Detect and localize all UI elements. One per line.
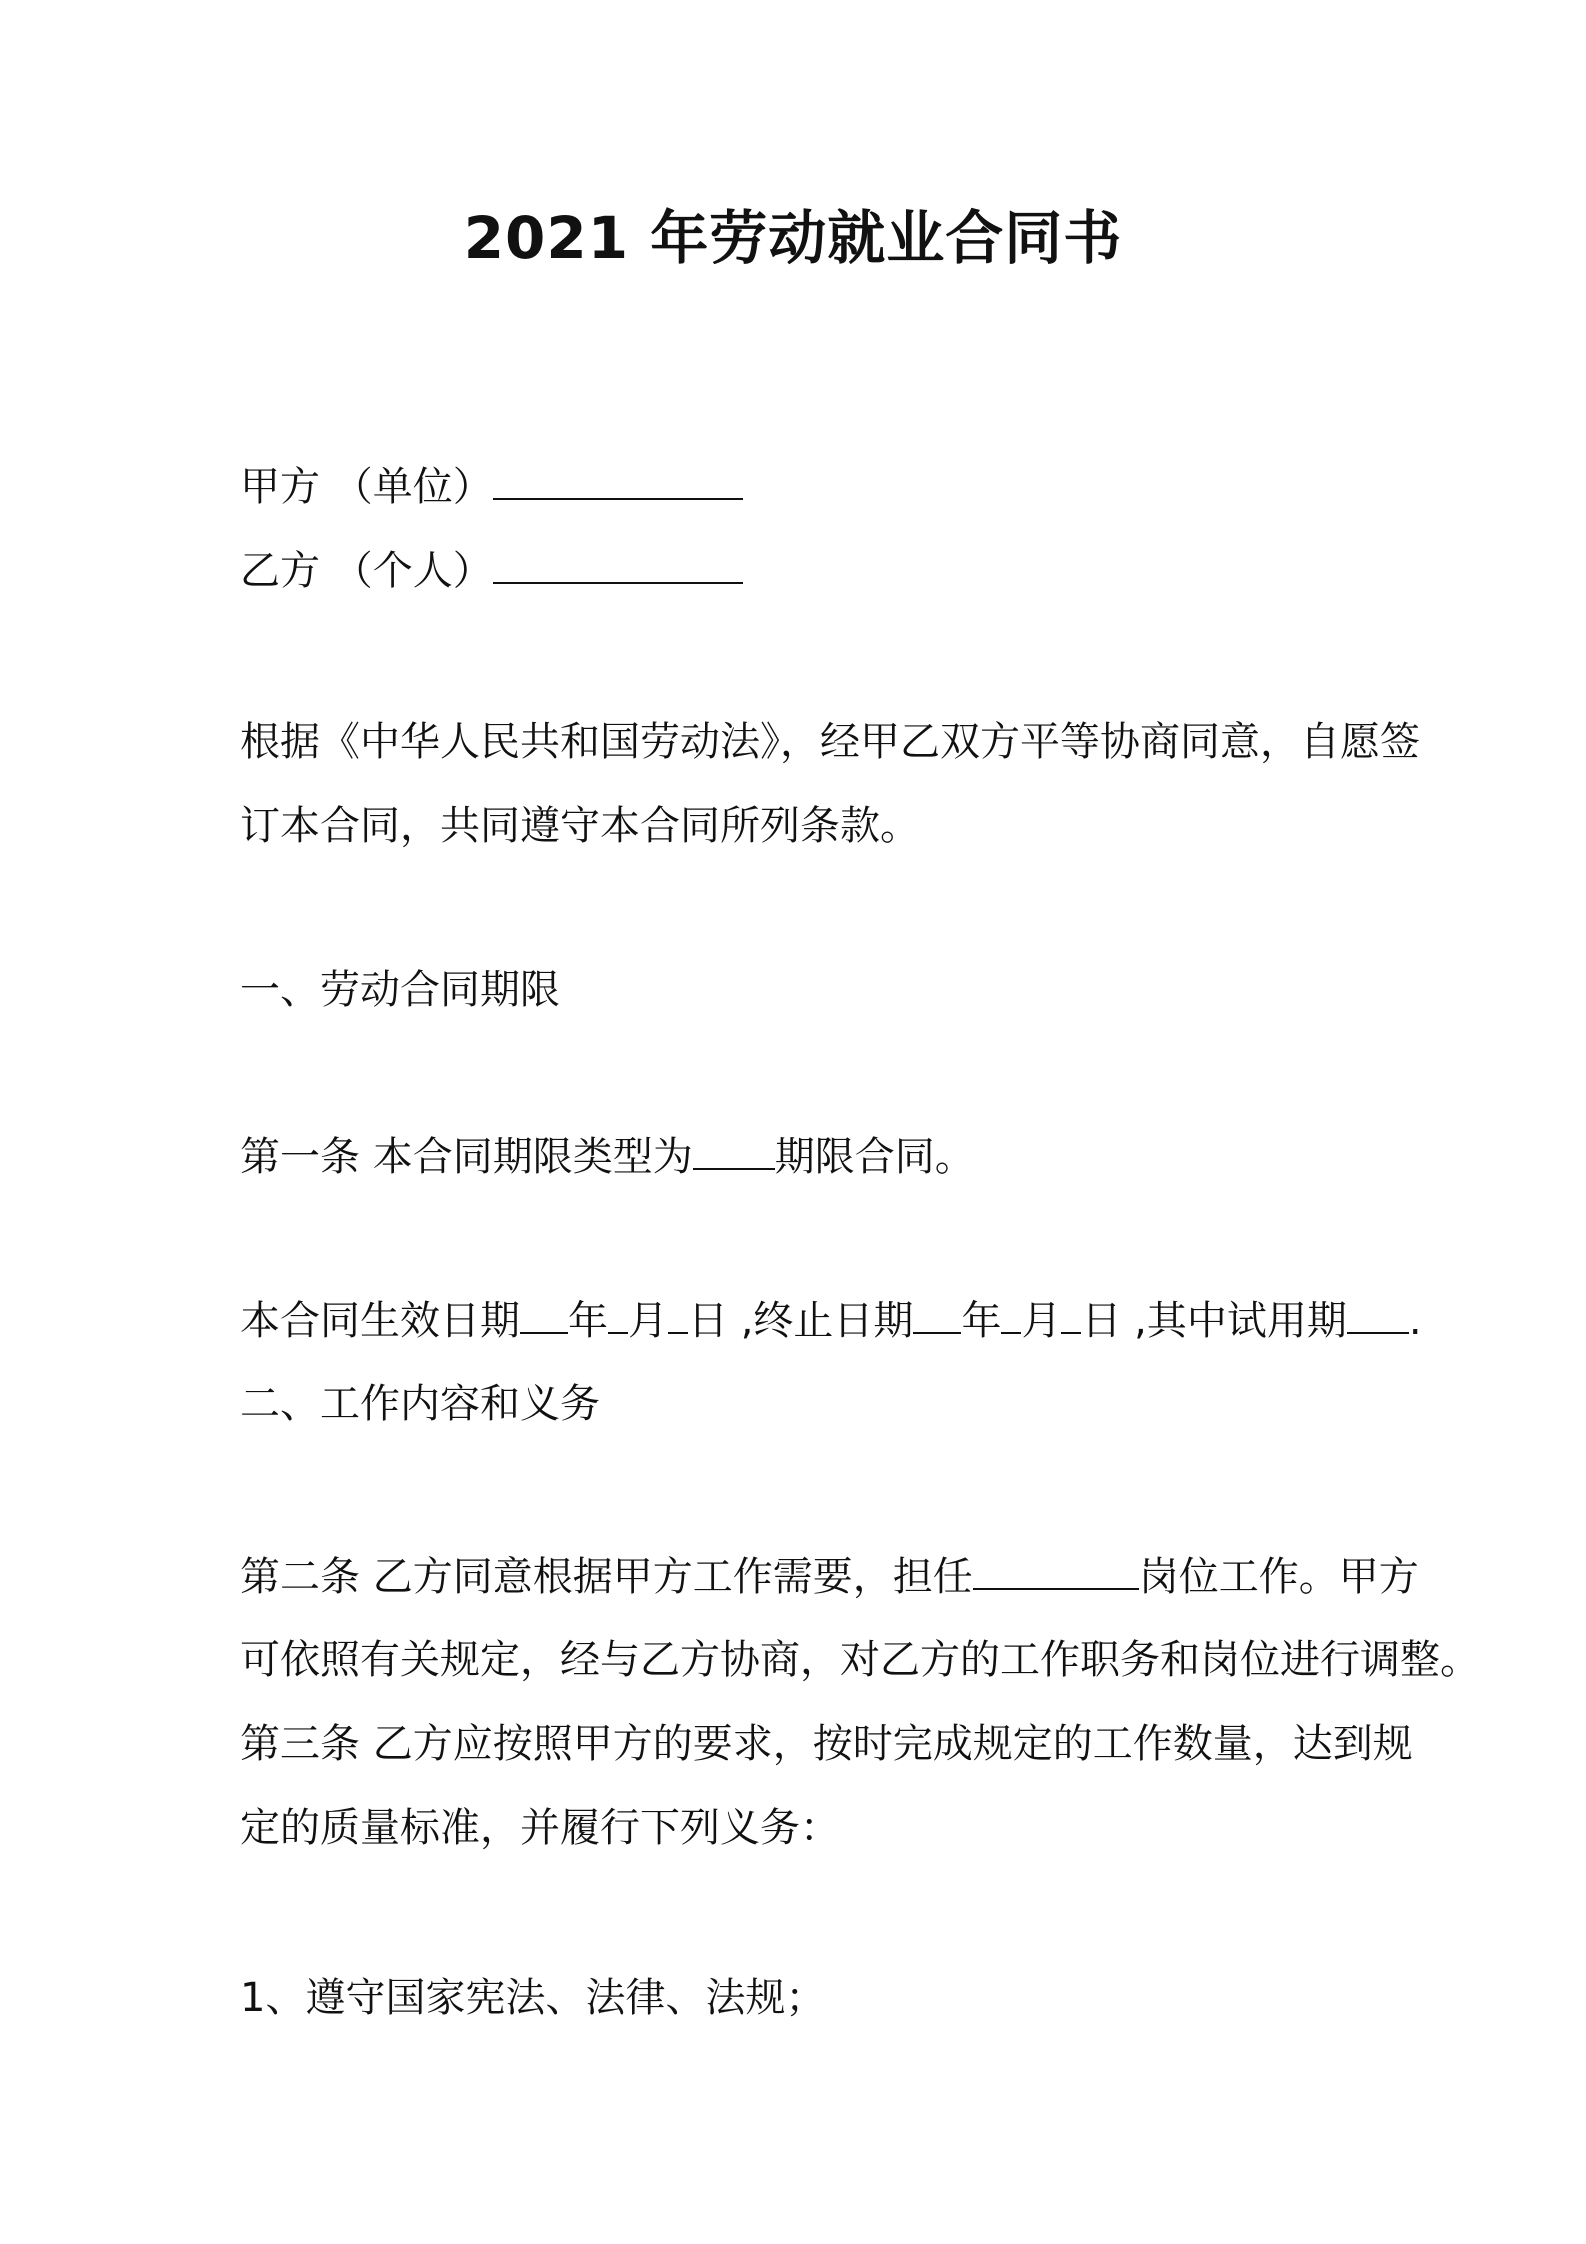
period-mark: . [1408,1298,1422,1344]
end-month-blank[interactable] [1001,1292,1021,1334]
party-b-line [240,542,743,599]
intro-line-2: 订本合同，共同遵守本合同所列条款。 [240,803,920,849]
position-blank[interactable] [973,1548,1139,1590]
end-date-label: 日 ,终止日期 [688,1298,914,1344]
effective-date-line [240,1292,1422,1349]
party-b-blank[interactable] [493,542,743,584]
party-b-label: 乙方 （个人） [240,548,493,594]
article-2-line-2: 可依照有关规定，经与乙方协商，对乙方的工作职务和岗位进行调整。 [240,1637,1480,1683]
probation-blank[interactable] [1347,1292,1409,1334]
article-2-text: 第二条 乙方同意根据甲方工作需要，担任 [240,1554,973,1600]
probation-label: 日 ,其中试用期 [1081,1298,1347,1344]
end-day-blank[interactable] [1061,1292,1081,1334]
month-label: 月 [628,1298,668,1344]
party-a-blank[interactable] [493,458,743,500]
contract-type-blank[interactable] [693,1128,775,1170]
document-title: 2021 年劳动就业合同书 [463,204,1123,272]
article-1 [240,1128,975,1185]
effective-date-label: 本合同生效日期 [240,1298,520,1344]
article-3-line-1: 第三条 乙方应按照甲方的要求，按时完成规定的工作数量，达到规 [240,1721,1413,1767]
year-label: 年 [961,1298,1002,1344]
party-a-label: 甲方 （单位） [240,464,493,510]
start-year-blank[interactable] [520,1292,568,1334]
party-a-line [240,458,743,515]
intro-line-1: 根据《中华人民共和国劳动法》，经甲乙双方平等协商同意，自愿签 [240,719,1420,765]
section-1-heading: 一、劳动合同期限 [240,967,560,1013]
article-1-suffix: 期限合同。 [774,1134,975,1180]
month-label: 月 [1021,1298,1062,1344]
article-2-line-1 [240,1548,1419,1605]
list-item-1: 1、遵守国家宪法、法律、法规； [240,1975,826,2021]
section-2-heading: 二、工作内容和义务 [240,1381,600,1427]
article-3-line-2: 定的质量标准，并履行下列义务： [240,1805,840,1851]
end-year-blank[interactable] [913,1292,961,1334]
article-1-text: 第一条 本合同期限类型为 [240,1134,693,1180]
year-label: 年 [568,1298,608,1344]
article-2-suffix: 岗位工作。甲方 [1138,1554,1419,1600]
start-month-blank[interactable] [608,1292,628,1334]
start-day-blank[interactable] [668,1292,688,1334]
